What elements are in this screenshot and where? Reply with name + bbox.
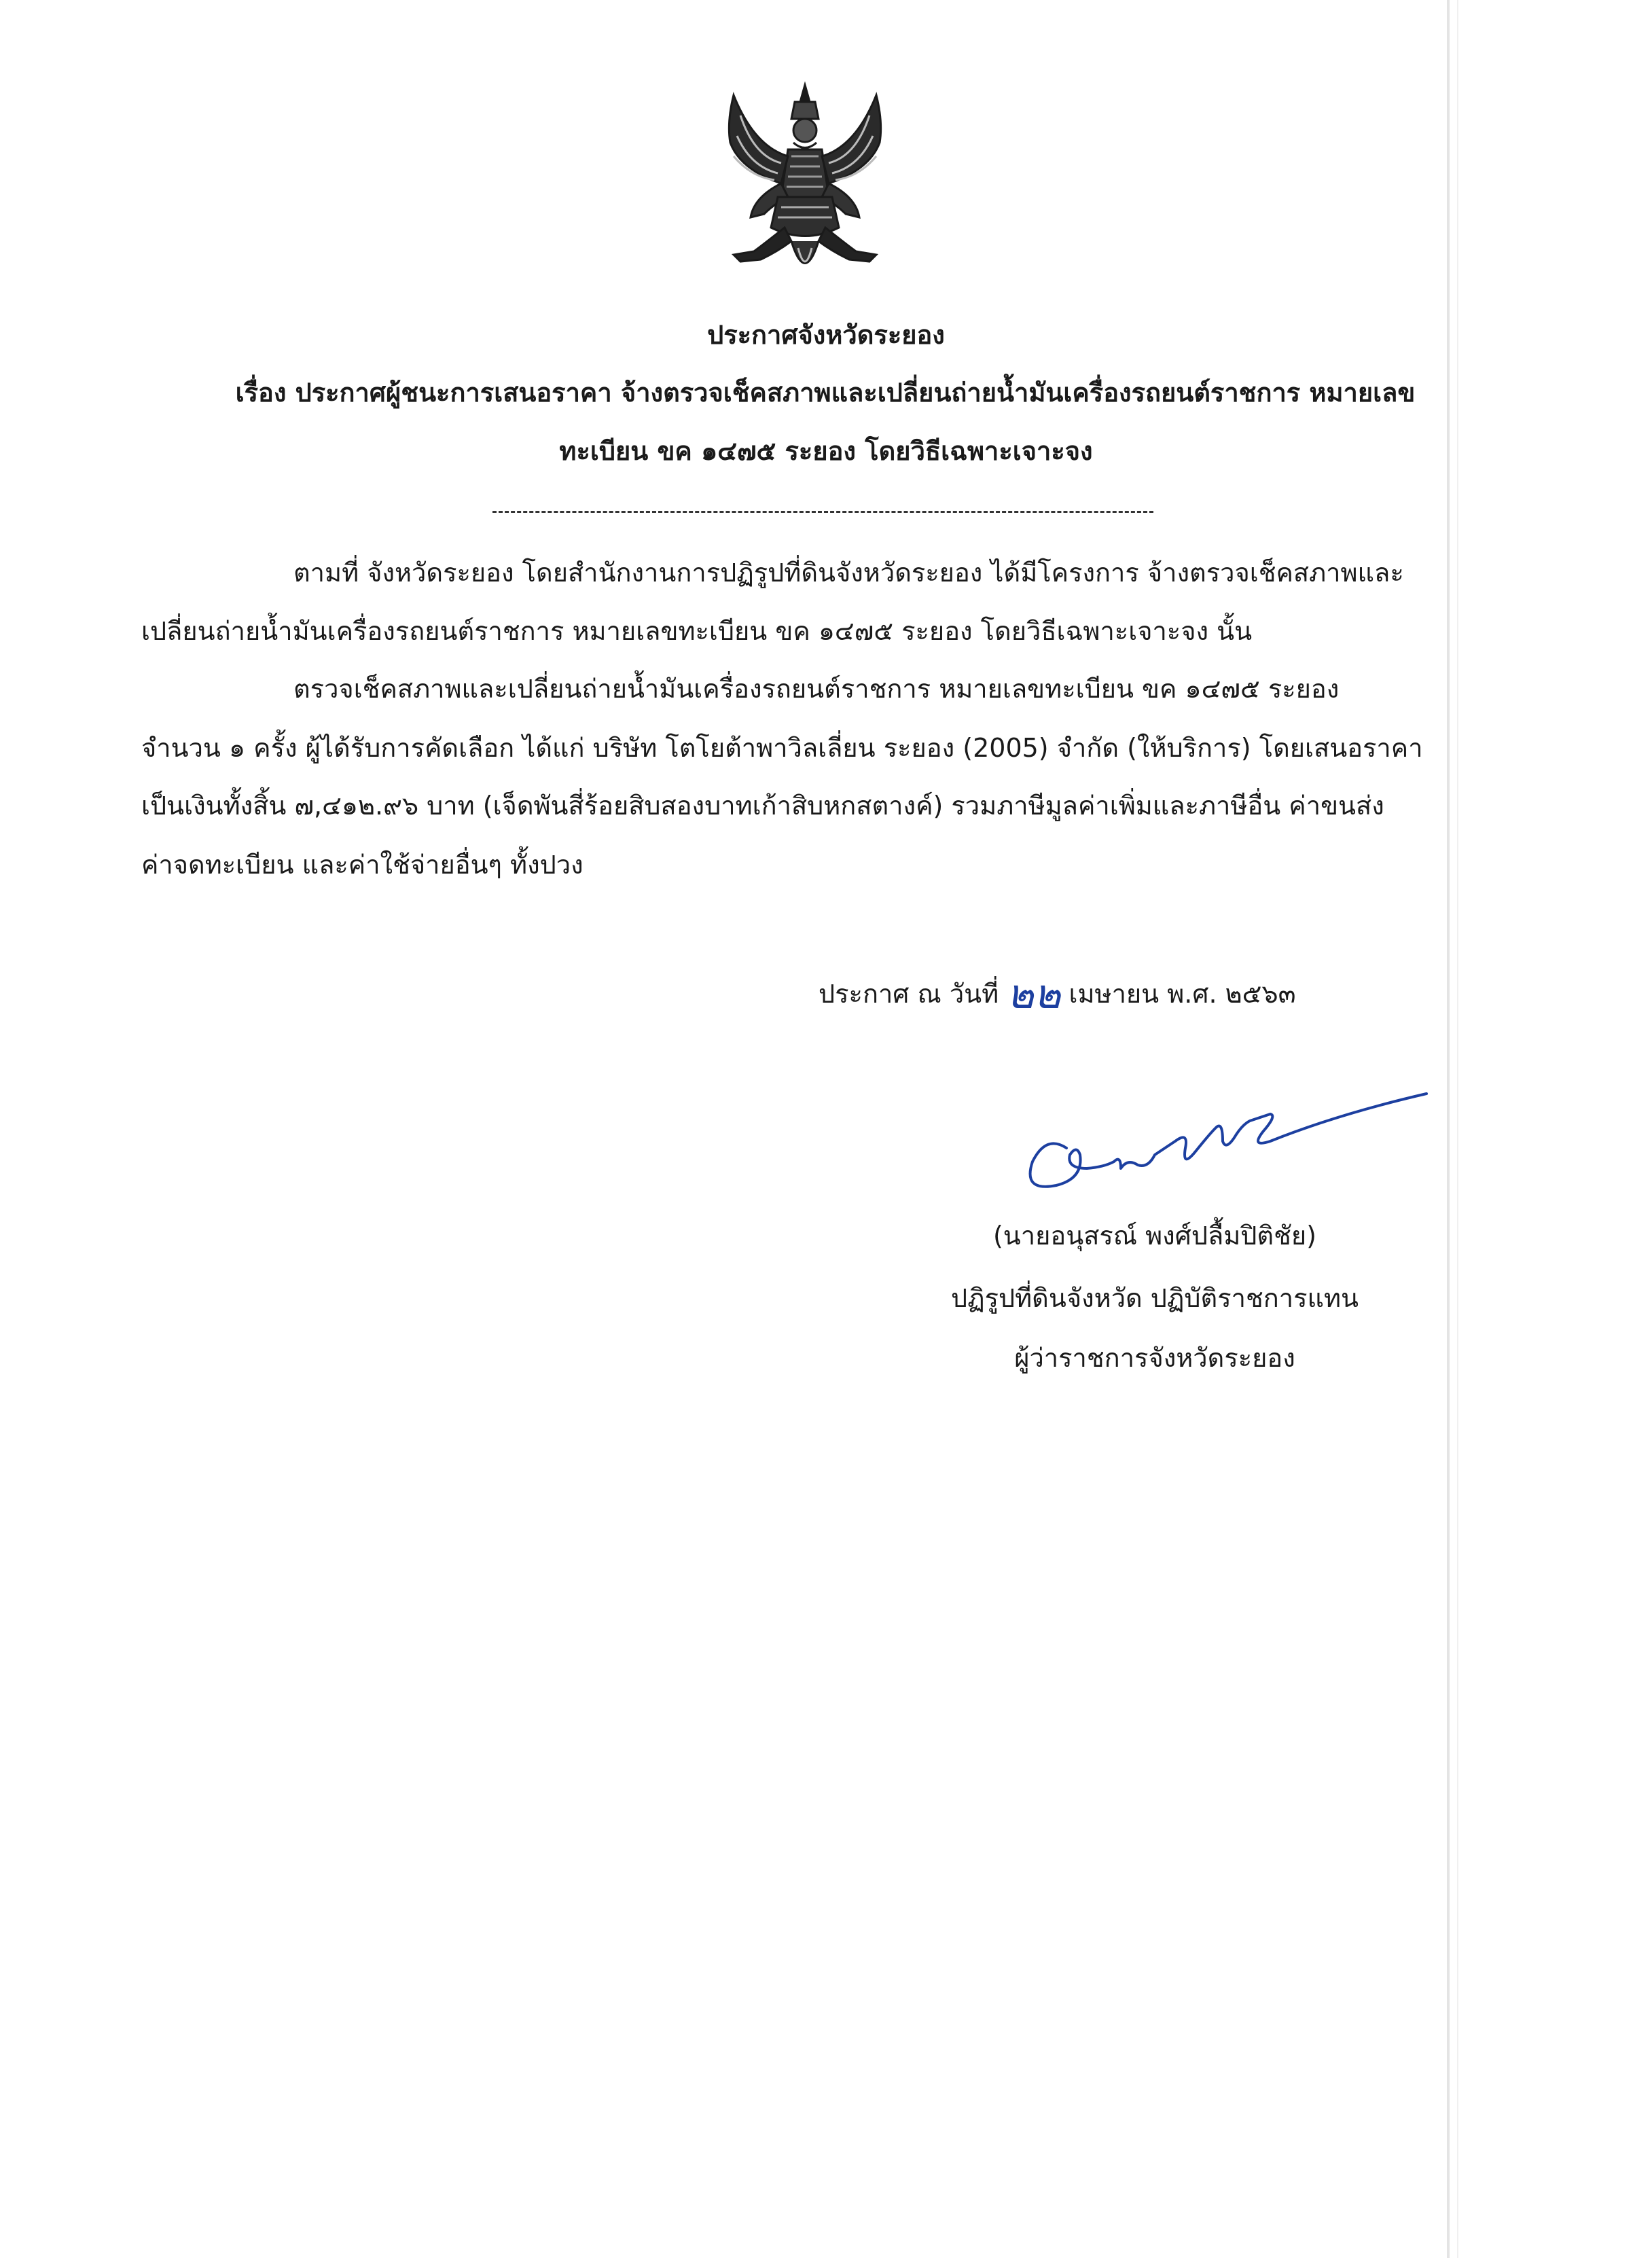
document-title: ประกาศจังหวัดระยอง [707,320,945,350]
garuda-emblem-icon [713,82,897,295]
date-prefix: ประกาศ ณ วันที่ [819,979,999,1009]
signatory-position-2: ผู้ว่าราชการจังหวัดระยอง [1014,1343,1295,1373]
paragraph-2-line-1: ตรวจเช็คสภาพและเปลี่ยนถ่ายน้ำมันเครื่องรถยนต์ราชการ หมายเลขทะเบียน ขค ๑๔๗๕ ระยอง [293,674,1340,704]
paragraph-2-line-4: ค่าจดทะเบียน และค่าใช้จ่ายอื่นๆ ทั้งปวง [141,850,583,880]
document-subject-line-1: เรื่อง ประกาศผู้ชนะการเสนอราคา จ้างตรวจเช็คสภาพและเปลี่ยนถ่ายน้ำมันเครื่องรถยนต์ราชการ หมายเลข [235,378,1416,408]
paragraph-2-line-2: จำนวน ๑ ครั้ง ผู้ได้รับการคัดเลือก ได้แก่ บริษัท โตโยต้าพาวิลเลี่ยน ระยอง (2005) จำกัด (ให้บริการ) โดยเสนอราคา [141,733,1423,763]
announcement-date [819,962,1296,1026]
date-suffix: เมษายน พ.ศ. ๒๕๖๓ [1069,979,1296,1009]
document-subject-line-2: ทะเบียน ขค ๑๔๗๕ ระยอง โดยวิธีเฉพาะเจาะจง [559,436,1093,466]
signatory-position-1: ปฏิรูปที่ดินจังหวัด ปฏิบัติราชการแทน [950,1283,1359,1313]
separator-dashed-line [492,511,1153,513]
signature-image [1019,1067,1440,1230]
signatory-name: (นายอนุสรณ์ พงศ์ปลื้มปิติชัย) [992,1221,1316,1251]
paragraph-2-line-3: เป็นเงินทั้งสิ้น ๗,๔๑๒.๙๖ บาท (เจ็ดพันสี่ร้อยสิบสองบาทเก้าสิบหกสตางค์) รวมภาษีมูลค่าเพิ่มและภาษีอื่น ค่าขนส่ง [141,791,1384,821]
paragraph-1-line-2: เปลี่ยนถ่ายน้ำมันเครื่องรถยนต์ราชการ หมายเลขทะเบียน ขค ๑๔๗๕ ระยอง โดยวิธีเฉพาะเจาะจง นั้น [141,616,1253,646]
paragraph-1-line-1: ตามที่ จังหวัดระยอง โดยสำนักงานการปฏิรูปที่ดินจังหวัดระยอง ได้มีโครงการ จ้างตรวจเช็คสภาพและ [293,558,1404,588]
date-day-handwritten: ๒๒ [1007,971,1061,1018]
